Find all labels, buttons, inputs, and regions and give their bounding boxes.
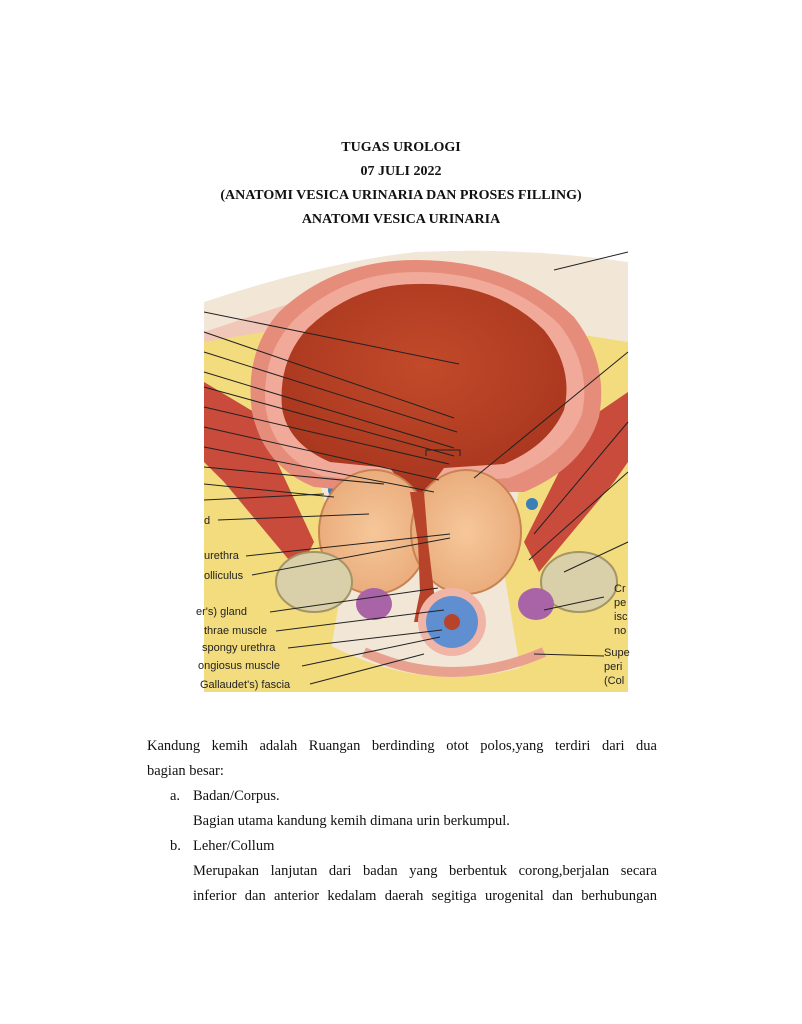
list-item-b-title: Leher/Collum	[193, 838, 275, 854]
label-right-peri: peri	[604, 661, 623, 673]
intro-line-2: bagian besar:	[147, 763, 224, 779]
label-right-pe: pe	[614, 597, 627, 609]
list-item-a-title: Badan/Corpus.	[193, 788, 280, 804]
label-right-cr: Cr	[614, 583, 626, 595]
label-gland: d	[204, 515, 211, 527]
title-line-2: 07 JULI 2022	[360, 164, 442, 179]
list-item-a	[147, 784, 657, 809]
list-item-b-line-2: inferior dan anterior kedalam daerah segitiga urogenital dan berhubungan	[193, 888, 657, 904]
label-urethra: urethra	[204, 550, 239, 562]
list-marker-b: b.	[170, 838, 181, 854]
label-right-supe: Supe	[604, 647, 630, 659]
document-title	[0, 136, 802, 232]
body-text	[147, 734, 657, 909]
list-marker-a: a.	[170, 788, 181, 804]
title-line-1: TUGAS UROLOGI	[341, 140, 461, 155]
list-item-a-line-1: Bagian utama kandung kemih dimana urin berkumpul.	[193, 813, 510, 829]
bladder-anatomy-figure	[196, 242, 630, 692]
label-gallaudets-fascia: Gallaudet's) fascia	[200, 679, 291, 691]
label-spongy-urethra: spongy urethra	[202, 642, 276, 654]
intro-line-1: Kandung kemih adalah Ruangan berdinding otot polos,yang terdiri dari dua	[147, 738, 657, 754]
label-bulbospongiosus-muscle: ongiosus muscle	[198, 660, 280, 672]
label-bulbourethral-gland: er's) gland	[196, 606, 248, 618]
title-line-3: (ANATOMI VESICA URINARIA DAN PROSES FILLING)	[220, 188, 582, 203]
label-sphincter-urethrae-muscle: thrae muscle	[204, 625, 267, 637]
label-right-col: (Col	[604, 675, 625, 687]
label-colliculus: olliculus	[204, 570, 244, 582]
title-line-4: ANATOMI VESICA URINARIA	[301, 212, 501, 227]
list-item-b-line-1: Merupakan lanjutan dari badan yang berbentuk corong,berjalan secara	[193, 863, 657, 879]
bladder-illustration	[196, 242, 630, 692]
label-right-no: no	[614, 625, 627, 637]
list-item-b	[147, 834, 657, 859]
label-right-isc: isc	[614, 611, 628, 623]
